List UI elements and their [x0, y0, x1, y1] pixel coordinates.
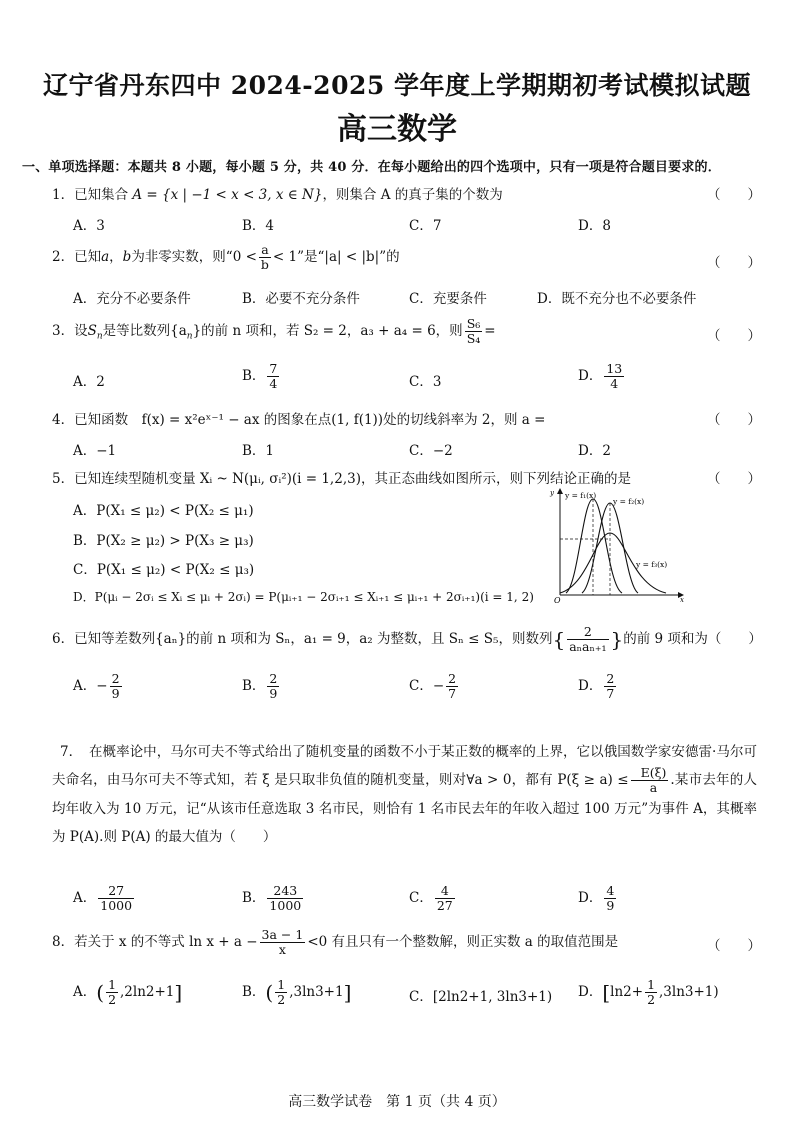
answer-paren: （ ） — [707, 471, 761, 487]
q8-option-a — [73, 978, 182, 1007]
curve-f1 — [566, 499, 622, 593]
bracket-right: ] — [343, 980, 352, 1005]
frac-num: 7 — [269, 361, 278, 376]
frac-den: 2 — [277, 992, 286, 1007]
frac-num: 1 — [277, 977, 286, 992]
option-label: C．− — [409, 678, 445, 694]
question-1 — [52, 183, 503, 203]
option-fraction — [110, 672, 122, 701]
q1-option-a: A．3 — [73, 218, 105, 234]
q2-option-d: D．既不充分也不必要条件 — [537, 291, 697, 307]
frac-den: S₄ — [466, 331, 481, 346]
option-fraction — [267, 672, 279, 701]
option-label: B． — [242, 984, 266, 1000]
q1-option-d: D．8 — [578, 218, 611, 234]
frac-den: 4 — [610, 376, 619, 391]
frac-num: 2 — [111, 671, 120, 686]
q1-set: A = {x | −1 < x < 3, x ∈ N} — [132, 187, 323, 203]
q5-text: 已知连续型随机变量 Xᵢ ~ N(μᵢ, σᵢ²)(i = 1,2,3)，其正态曲线如图所示，则下列结论正确的是 — [74, 471, 631, 487]
frac-num: 4 — [435, 884, 455, 899]
q2-text-b: ， — [109, 249, 123, 265]
answer-paren: （ ） — [707, 328, 761, 344]
q7-option-c — [409, 884, 457, 913]
option-fraction — [435, 884, 455, 913]
frac-num: 2 — [448, 671, 457, 686]
option-text: ,3ln3+1) — [659, 984, 719, 1000]
q5-option-a: A．P(X₁ ≤ μ₂) < P(X₂ ≤ μ₁) — [73, 503, 254, 519]
option-fraction — [446, 672, 458, 701]
q2-var-b: b — [122, 249, 132, 265]
label-f2: y = f₂(x) — [613, 497, 645, 506]
question-number: 5． — [52, 471, 75, 487]
question-4 — [52, 408, 545, 428]
frac-den: 9 — [111, 686, 120, 701]
option-label: A．− — [73, 678, 108, 694]
option-label: C． — [409, 989, 433, 1005]
question-5 — [52, 467, 631, 487]
question-number: 8． — [52, 934, 75, 950]
option-fraction — [604, 672, 616, 701]
q3-text-a: 设 — [74, 323, 88, 339]
option-label: D． — [578, 984, 603, 1000]
option-fraction — [267, 362, 279, 391]
q4-option-a: A．−1 — [73, 443, 117, 459]
brace-left: { — [552, 627, 566, 652]
question-number: 6． — [52, 631, 75, 647]
option-fraction — [604, 884, 616, 913]
q4-option-d: D．2 — [578, 443, 611, 459]
brace-right: } — [610, 627, 624, 652]
question-number: 4． — [52, 412, 75, 428]
section-heading: 一、单项选择题：本题共 8 小题，每小题 5 分，共 40 分．在每小题给出的四个选项中，只有一项是符合题目要求的． — [22, 160, 721, 175]
q3-option-b — [242, 362, 281, 391]
option-text: ,3ln3+1 — [289, 984, 344, 1000]
option-label: B． — [242, 368, 266, 384]
q1-text-a: 已知集合 — [74, 187, 129, 203]
q1-option-b: B．4 — [242, 218, 275, 234]
normal-curves-figure — [538, 485, 688, 603]
frac-den: a — [649, 780, 658, 795]
half-fraction — [645, 978, 657, 1007]
answer-paren: （ ） — [707, 412, 761, 428]
q6-fraction — [567, 625, 608, 654]
frac-den: 9 — [606, 898, 615, 913]
bracket-left: ( — [96, 980, 105, 1005]
q7-option-d — [578, 884, 618, 913]
q3-text-d: = — [484, 323, 496, 339]
frac-den: 7 — [606, 686, 615, 701]
q4-option-b: B．1 — [242, 443, 275, 459]
q6-option-b — [242, 672, 281, 701]
frac-num: 2 — [606, 671, 615, 686]
option-fraction — [98, 884, 134, 913]
q2-fraction — [259, 243, 271, 272]
frac-num: 13 — [606, 361, 623, 376]
question-7 — [52, 738, 757, 851]
option-label: A． — [73, 984, 97, 1000]
question-number: 2． — [52, 249, 75, 265]
q8-text-b: <0 有且只有一个整数解，则正实数 a 的取值范围是 — [307, 934, 619, 950]
q4-text: 已知函数 f(x) = x²eˣ⁻¹ − ax 的图象在点(1, f(1))处的切线斜率为 2，则 a = — [74, 412, 546, 428]
q6-option-a — [73, 672, 124, 701]
q6-text-a: 已知等差数列{aₙ}的前 n 项和为 Sₙ，a₁ = 9，a₂ 为整数，且 Sₙ ≤ S₅，则数列 — [74, 631, 553, 647]
q2-text-a: 已知 — [74, 249, 102, 265]
option-fraction — [604, 362, 624, 391]
option-label: D． — [578, 890, 603, 906]
frac-num: S₆ — [466, 316, 481, 331]
option-label: D． — [578, 368, 603, 384]
frac-den: 2 — [647, 992, 656, 1007]
bracket-left: ( — [265, 980, 274, 1005]
q7-text-a: 7． 在概率论中，马尔可夫不等式给出了随机变量的函数不小于某正数的概率的上界，它以俄国数学家安德雷·马尔可夫命名，由马尔可夫不等式知，若 ξ 是只取非负值的随机变量，则对∀a > 0，都有 P(ξ ≥ a) ≤ — [52, 744, 757, 788]
frac-den: 9 — [269, 686, 278, 701]
q6-option-d — [578, 672, 618, 701]
frac-den: 1000 — [269, 898, 302, 913]
q3-text-c: }的前 n 项和，若 S₂ = 2，a₃ + a₄ = 6，则 — [192, 323, 463, 339]
frac-num: 2 — [269, 671, 278, 686]
question-8 — [52, 928, 618, 957]
frac-num: E(ξ) — [631, 766, 669, 781]
q2-text-d: < 1”是“|a| < |b|”的 — [272, 249, 400, 265]
bracket-left: [ — [602, 980, 611, 1005]
q7-option-a — [73, 884, 136, 913]
question-2 — [52, 243, 400, 272]
x-label: x — [680, 596, 684, 603]
q5-option-c: C．P(X₁ ≤ μ₂) < P(X₂ ≤ μ₃) — [73, 562, 255, 578]
answer-paren: （ ） — [707, 255, 761, 271]
q8-option-d — [578, 978, 719, 1007]
q3-option-d — [578, 362, 626, 391]
frac-num: 3a − 1 — [261, 927, 304, 942]
option-label: A． — [73, 890, 97, 906]
origin-label: O — [554, 596, 561, 603]
frac-num: 1 — [108, 977, 117, 992]
label-f3: y = f₃(x) — [636, 560, 668, 569]
q1-option-c: C．7 — [409, 218, 442, 234]
q3-fraction — [465, 317, 483, 346]
q8-text-a: 若关于 x 的不等式 ln x + a − — [74, 934, 258, 950]
y-label: y — [550, 489, 554, 497]
frac-den: aₙaₙ₊₁ — [569, 639, 607, 654]
frac-den: 2 — [108, 992, 117, 1007]
question-number: 3． — [52, 323, 75, 339]
frac-num: 4 — [606, 883, 615, 898]
q4-option-c: C．−2 — [409, 443, 453, 459]
q2-option-b: B．必要不充分条件 — [242, 291, 360, 307]
option-label: D． — [578, 678, 603, 694]
option-label: B． — [242, 678, 266, 694]
q2-text-c: 为非零实数，则“0 < — [131, 249, 257, 265]
bracket-right: ] — [174, 980, 183, 1005]
q2-option-a: A．充分不必要条件 — [73, 291, 191, 307]
option-fraction — [267, 884, 303, 913]
frac-num: 2 — [567, 625, 608, 640]
option-text: ,2ln2+1 — [120, 984, 175, 1000]
option-text: ln2+ — [610, 984, 644, 1000]
frac-den: x — [278, 942, 286, 957]
answer-paren: （ ） — [707, 938, 761, 954]
half-fraction — [106, 978, 118, 1007]
half-fraction — [275, 978, 287, 1007]
frac-num: 1 — [647, 977, 656, 992]
q2-option-c: C．充要条件 — [409, 291, 487, 307]
q7-option-b — [242, 884, 305, 913]
frac-num: a — [259, 243, 271, 258]
page-footer: 高三数学试卷 第 1 页（共 4 页） — [288, 1094, 506, 1110]
q6-option-c — [409, 672, 460, 701]
q8-fraction — [260, 928, 306, 957]
frac-den: 1000 — [100, 898, 133, 913]
option-text: [2ln2+1, 3ln3+1) — [432, 989, 553, 1005]
q8-option-b — [242, 978, 351, 1007]
question-6 — [52, 625, 762, 654]
q3-option-a: A．2 — [73, 374, 105, 390]
frac-den: b — [260, 257, 269, 272]
q7-text-b: .某市去年的人均年收入为 10 万元，记“从该市任意选取 3 名市民，则恰有 1 名市民去年的年收入超过 100 万元”为事件 A，其概率为 P(A).则 P(A) 的最大值为（ ） — [52, 772, 757, 845]
q5-option-b: B．P(X₂ ≥ μ₂) > P(X₃ ≥ μ₃) — [73, 533, 254, 549]
frac-den: 4 — [269, 376, 278, 391]
q3-text-b: 是等比数列{a — [102, 323, 187, 339]
q1-text-b: ，则集合 A 的真子集的个数为 — [322, 187, 503, 203]
label-f1: y = f₁(x) — [565, 491, 597, 500]
answer-paren: （ ） — [707, 187, 761, 203]
q7-fraction — [631, 766, 669, 795]
question-3: 3．设$S_n$是等比数列$\{a_n\}$的前 n 项和，若 S₂ = 2，a₃ + a₄ = 6，则 $\frac{\text{S₆}}{\text{S₄}}$ = — [52, 316, 496, 346]
option-label: C． — [409, 890, 433, 906]
q2-var-a: a — [101, 249, 110, 265]
frac-den: 27 — [436, 898, 453, 913]
option-label: B． — [242, 890, 266, 906]
page-title: 辽宁省丹东四中 2024-2025 学年度上学期期初考试模拟试题 — [43, 71, 751, 100]
frac-den: 7 — [448, 686, 457, 701]
q3-sn: S — [87, 323, 97, 339]
q8-option-c — [409, 985, 552, 1005]
q6-text-b: 的前 9 项和为（ ） — [623, 631, 762, 647]
q3-option-c: C．3 — [409, 374, 442, 390]
frac-num: 27 — [98, 884, 134, 899]
frac-num: 243 — [267, 884, 303, 899]
q5-option-d: D．P(μᵢ − 2σᵢ ≤ Xᵢ ≤ μᵢ + 2σᵢ) = P(μᵢ₊₁ − 2σᵢ₊₁ ≤ Xᵢ₊₁ ≤ μᵢ₊₁ + 2σᵢ₊₁)(i = 1, 2) — [73, 590, 534, 604]
question-number: 1． — [52, 187, 75, 203]
page-subtitle: 高三数学 — [337, 112, 457, 147]
